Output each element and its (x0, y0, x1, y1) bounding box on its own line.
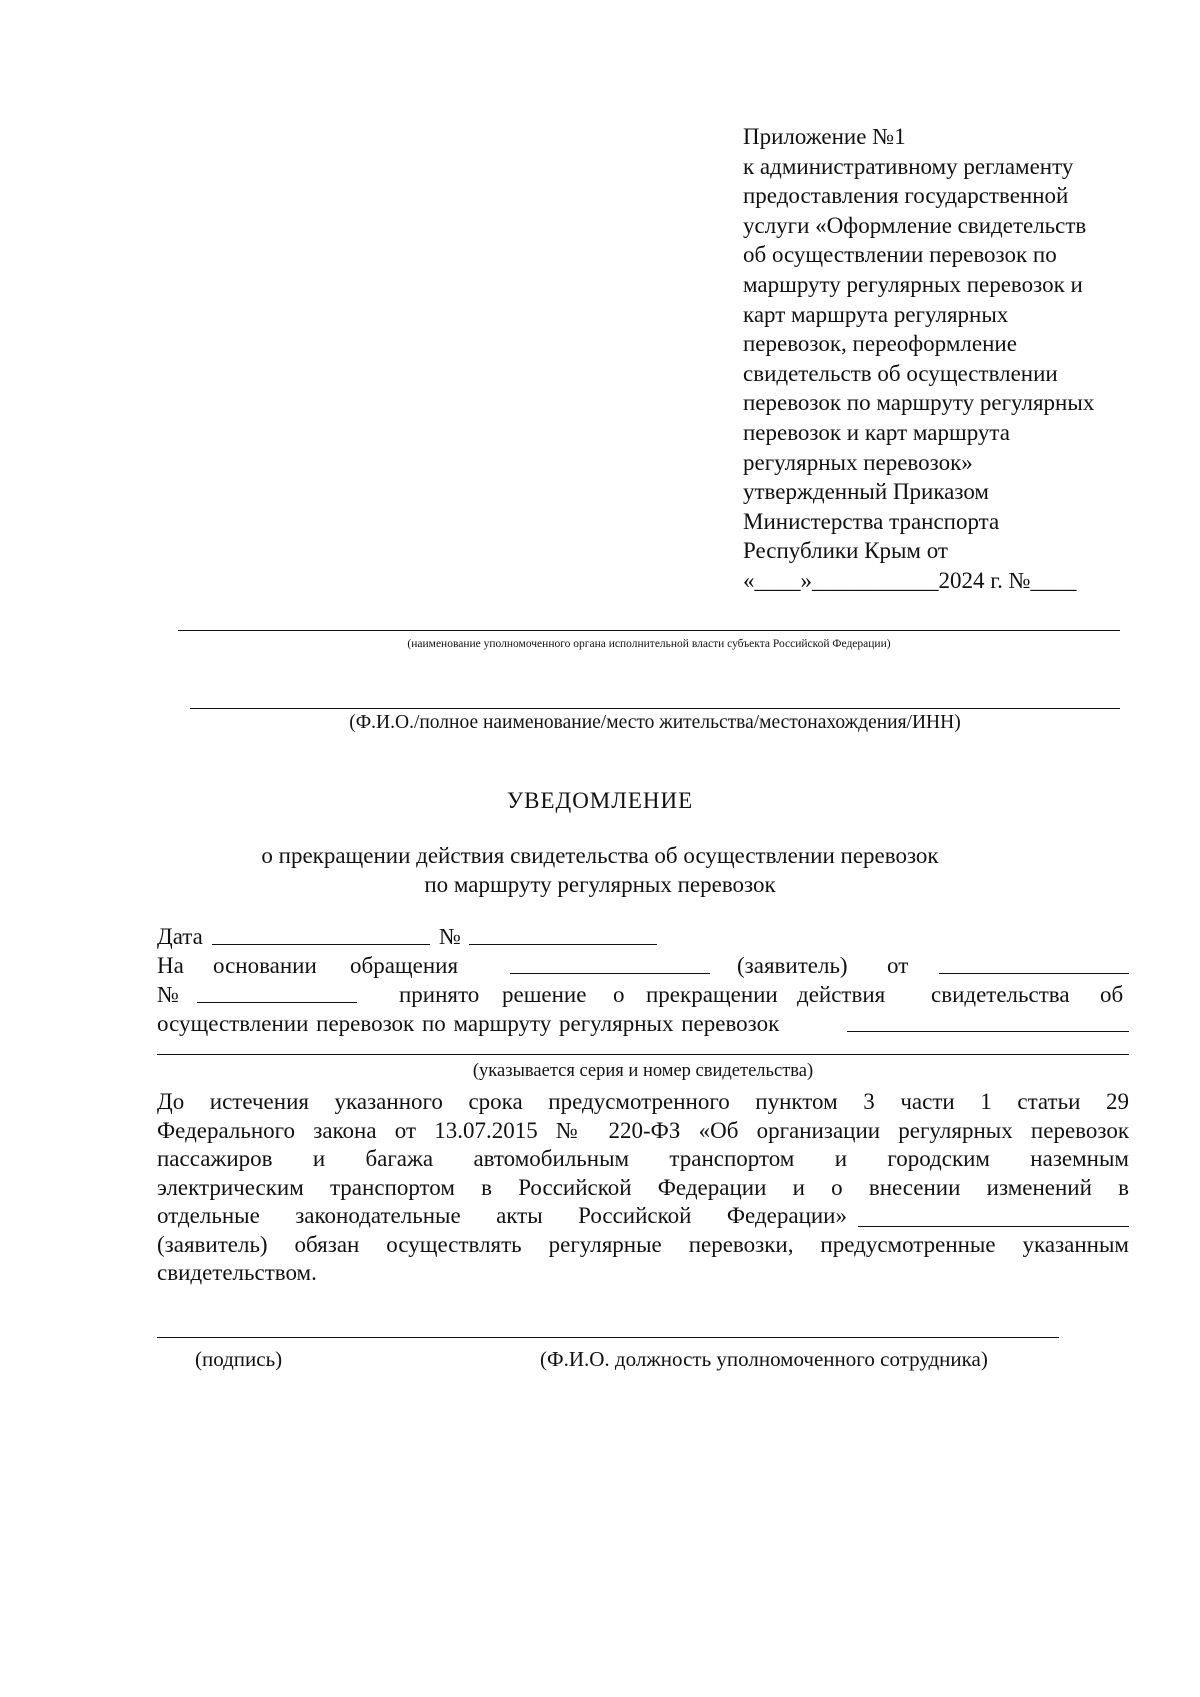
body-line-acts (157, 1202, 857, 1231)
appendix-line: регулярных перевозок» (743, 449, 973, 475)
body-line: (заявитель) обязан осуществлять регулярные перевозки, предусмотренные указанным (157, 1231, 1129, 1257)
appeal-date-field[interactable] (939, 951, 1129, 974)
appendix-line: Республики Крым от (743, 538, 948, 564)
subtitle-line-1: о прекращении действия свидетельства об осуществлении перевозок (261, 843, 939, 868)
appendix-line: предоставления государственной (743, 183, 1069, 209)
appendix-line: Приложение №1 (743, 124, 906, 149)
authority-caption: (наименование уполномоченного органа исполнительной власти субъекта Российской Федерации) (407, 638, 891, 650)
appendix-line: об осуществлении перевозок по (743, 242, 1057, 268)
body-line: отдельные законодательные акты Российской Федерации» (157, 1203, 847, 1228)
authority-line (178, 630, 1120, 631)
appendix-line: свидетельств об осуществлении (743, 360, 1058, 386)
route-row (157, 1009, 1129, 1038)
decision-word: прекращении (646, 982, 778, 1007)
appendix-line: услуги «Оформление свидетельств (743, 212, 1087, 238)
body-line: До истечения указанного срока предусмотренного пунктом 3 части 1 статьи 29 (157, 1089, 1129, 1114)
appendix-line: Министерства транспорта (743, 508, 1000, 534)
body-line: Федерального закона от 13.07.2015 № 220-ФЗ «Об организации регулярных перевозок (157, 1117, 1129, 1143)
notice-number-field[interactable] (469, 922, 657, 945)
body-line: электрическим транспортом в Российской Федерации и о внесении изменений в (157, 1174, 1129, 1200)
basis-word: обращения (350, 953, 459, 978)
signature-line[interactable] (157, 1337, 1059, 1338)
signature-label: (подпись) (195, 1347, 283, 1371)
appendix-line: утвержденный Приказом (743, 479, 989, 505)
appendix-line: перевозок по маршруту регулярных (743, 390, 1095, 416)
certificate-field-part[interactable] (847, 1009, 1129, 1032)
appendix-line: маршруту регулярных перевозок и (743, 271, 1083, 297)
decision-word: о (613, 982, 625, 1007)
appeal-number-label: № (157, 982, 179, 1007)
appendix-line: перевозок, переоформление (743, 331, 1017, 357)
body-line: пассажиров и багажа автомобильным транспортом и городским наземным (157, 1146, 1129, 1171)
certificate-caption: (указывается серия и номер свидетельства) (472, 1061, 814, 1081)
decision-word: об (1100, 982, 1124, 1007)
route-text: осуществлении перевозок по маршруту регулярных перевозок (157, 1011, 780, 1036)
appendix-block (743, 122, 1143, 596)
applicant-name-field[interactable] (858, 1204, 1129, 1227)
basis-word: На (157, 953, 184, 978)
basis-row (157, 951, 1129, 980)
applicant-label: (заявитель) (737, 953, 848, 978)
appendix-line: перевозок и карт маршрута (743, 419, 1010, 445)
applicant-line (190, 708, 1120, 709)
decision-word: принято (399, 982, 480, 1007)
date-row (157, 922, 1129, 951)
appeal-number-field[interactable] (197, 980, 357, 1003)
number-label: № (439, 924, 461, 949)
appeal-field[interactable] (510, 951, 710, 974)
appendix-line: карт маршрута регулярных (743, 301, 1009, 327)
appendix-date-line: «____»___________2024 г. №____ (743, 567, 1077, 593)
date-label: Дата (157, 924, 203, 949)
basis-word: основании (213, 953, 317, 978)
from-label: от (887, 953, 909, 978)
decision-word: решение (502, 982, 587, 1007)
decision-word: свидетельства (931, 982, 1070, 1007)
official-name-label: (Ф.И.О. должность уполномоченного сотрудника) (540, 1347, 988, 1371)
appendix-line: к административному регламенту (743, 153, 1074, 179)
subtitle-line-2: по маршруту регулярных перевозок (424, 872, 776, 897)
decision-row (157, 980, 1129, 1009)
date-field[interactable] (212, 922, 430, 945)
body-line: свидетельством. (157, 1260, 317, 1285)
page-title: УВЕДОМЛЕНИЕ (506, 788, 694, 813)
certificate-line[interactable] (157, 1054, 1129, 1055)
applicant-caption: (Ф.И.О./полное наименование/место жительства/местонахождения/ИНН) (349, 712, 961, 733)
decision-word: действия (797, 982, 886, 1007)
